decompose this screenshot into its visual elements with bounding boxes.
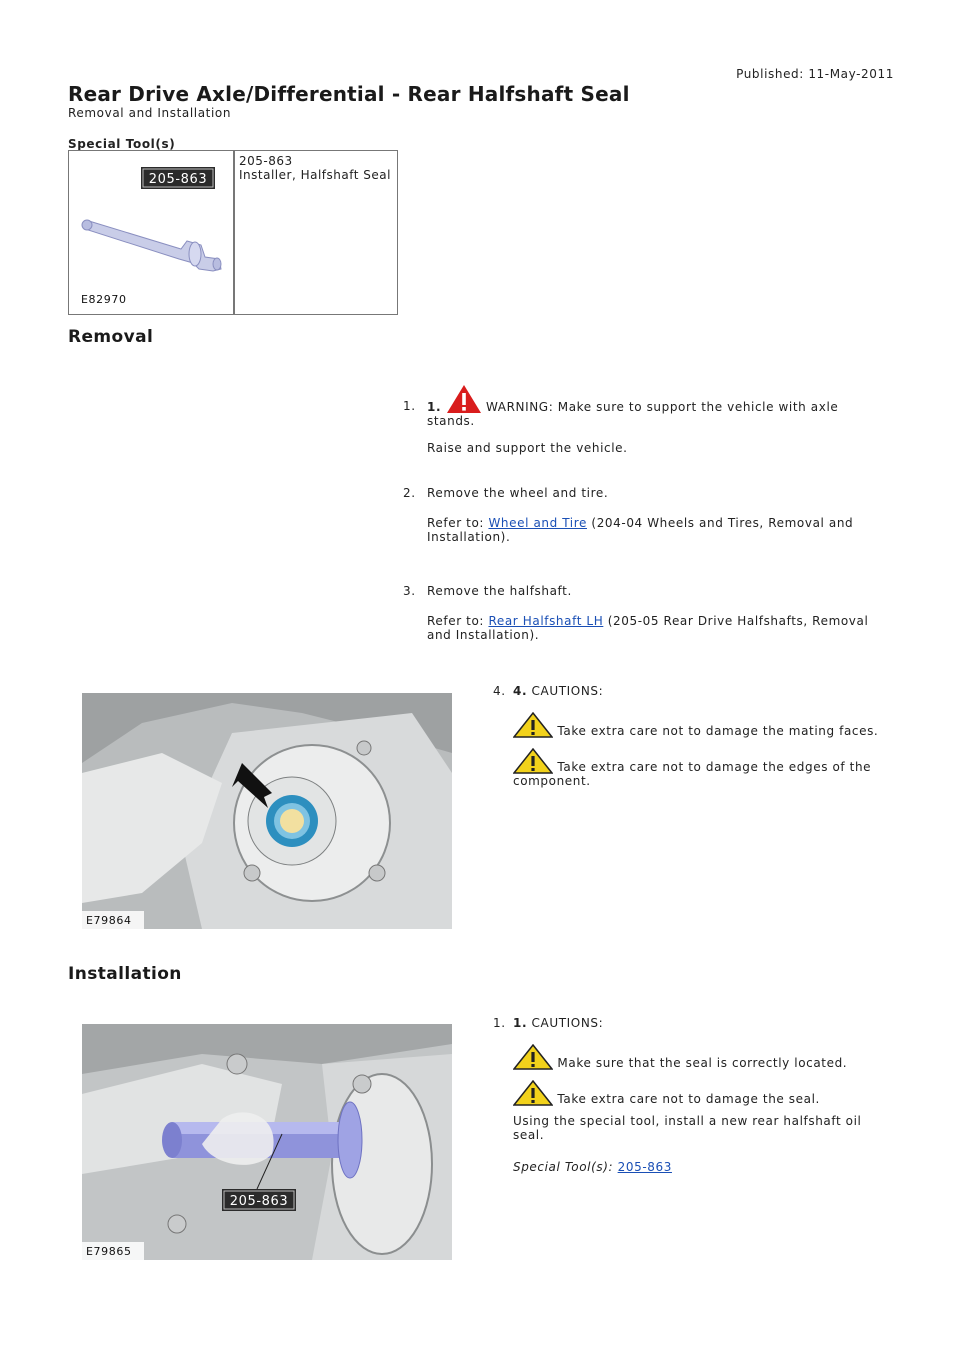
tool-name: Installer, Halfshaft Seal (239, 168, 391, 182)
step-instruction: Using the special tool, install a new rear halfshaft oil seal. (513, 1114, 862, 1142)
caution-icon (513, 748, 553, 774)
table-divider (233, 151, 235, 314)
step-instruction: Raise and support the vehicle. (427, 441, 628, 455)
tool-callout-label: 205-863 (148, 172, 208, 187)
image-id: E79865 (86, 1245, 132, 1258)
caution-text: Take extra care not to damage the edges of the component. (513, 760, 872, 788)
step-number: 1. (493, 1016, 506, 1030)
caution-icon (513, 1080, 553, 1106)
rear-halfshaft-lh-link[interactable]: Rear Halfshaft LH (488, 614, 604, 628)
caution-text: Make sure that the seal is correctly located. (557, 1056, 848, 1070)
step-instruction: Remove the wheel and tire. (427, 486, 609, 500)
step-number: 3. (403, 584, 416, 598)
caution-item (513, 748, 893, 788)
tool-number: 205-863 (239, 154, 293, 168)
tool-description (239, 154, 391, 182)
removal-heading: Removal (68, 327, 154, 347)
removal-step-4-image (82, 693, 452, 929)
step-bold-number: 4. (513, 684, 528, 698)
tool-image-id: E82970 (81, 293, 127, 306)
step-number: 4. (493, 684, 506, 698)
step-number: 2. (403, 486, 416, 500)
page-title: Rear Drive Axle/Differential - Rear Halfshaft Seal (68, 82, 630, 106)
warning-text: WARNING: Make sure to support the vehicle with axle stands. (427, 400, 839, 428)
removal-step-4 (513, 684, 893, 788)
page-subtitle: Removal and Installation (68, 106, 232, 120)
reference-suffix: (204-04 Wheels and Tires, Removal and Installation). (427, 516, 854, 544)
installation-step-1 (513, 1016, 893, 1174)
special-tool-prefix: Special Tool(s): (513, 1160, 614, 1174)
removal-step-3 (427, 584, 882, 642)
special-tool-reference (513, 1160, 893, 1174)
cautions-heading: CAUTIONS: (531, 684, 604, 698)
caution-icon (513, 1044, 553, 1070)
image-id: E79864 (86, 914, 132, 927)
caution-item (513, 712, 893, 738)
reference-suffix: (205-05 Rear Drive Halfshafts, Removal and Installation). (427, 614, 869, 642)
installation-heading: Installation (68, 964, 182, 984)
installation-step-1-image (82, 1024, 452, 1260)
special-tools-label: Special Tool(s) (68, 137, 176, 151)
step-bold-number: 1. (427, 400, 442, 414)
step-instruction: Remove the halfshaft. (427, 584, 572, 598)
tool-205-863-link[interactable]: 205-863 (617, 1160, 672, 1174)
warning-icon (446, 384, 482, 414)
step-number: 1. (403, 399, 416, 413)
caution-icon (513, 712, 553, 738)
step-reference (427, 516, 877, 544)
caution-item (513, 1044, 893, 1070)
tool-callout-label: 205-863 (229, 1194, 289, 1209)
published-date: Published: 11-May-2011 (736, 67, 894, 81)
removal-step-1 (427, 384, 877, 455)
caution-item (513, 1080, 893, 1106)
tool-illustration (69, 151, 233, 314)
wheel-and-tire-link[interactable]: Wheel and Tire (488, 516, 587, 530)
reference-prefix: Refer to: (427, 516, 485, 530)
reference-prefix: Refer to: (427, 614, 485, 628)
step-bold-number: 1. (513, 1016, 528, 1030)
removal-step-2 (427, 486, 877, 544)
cautions-heading: CAUTIONS: (531, 1016, 604, 1030)
caution-text: Take extra care not to damage the mating faces. (557, 724, 879, 738)
special-tools-table (68, 150, 398, 315)
caution-text: Take extra care not to damage the seal. (557, 1092, 820, 1106)
step-reference (427, 614, 882, 642)
